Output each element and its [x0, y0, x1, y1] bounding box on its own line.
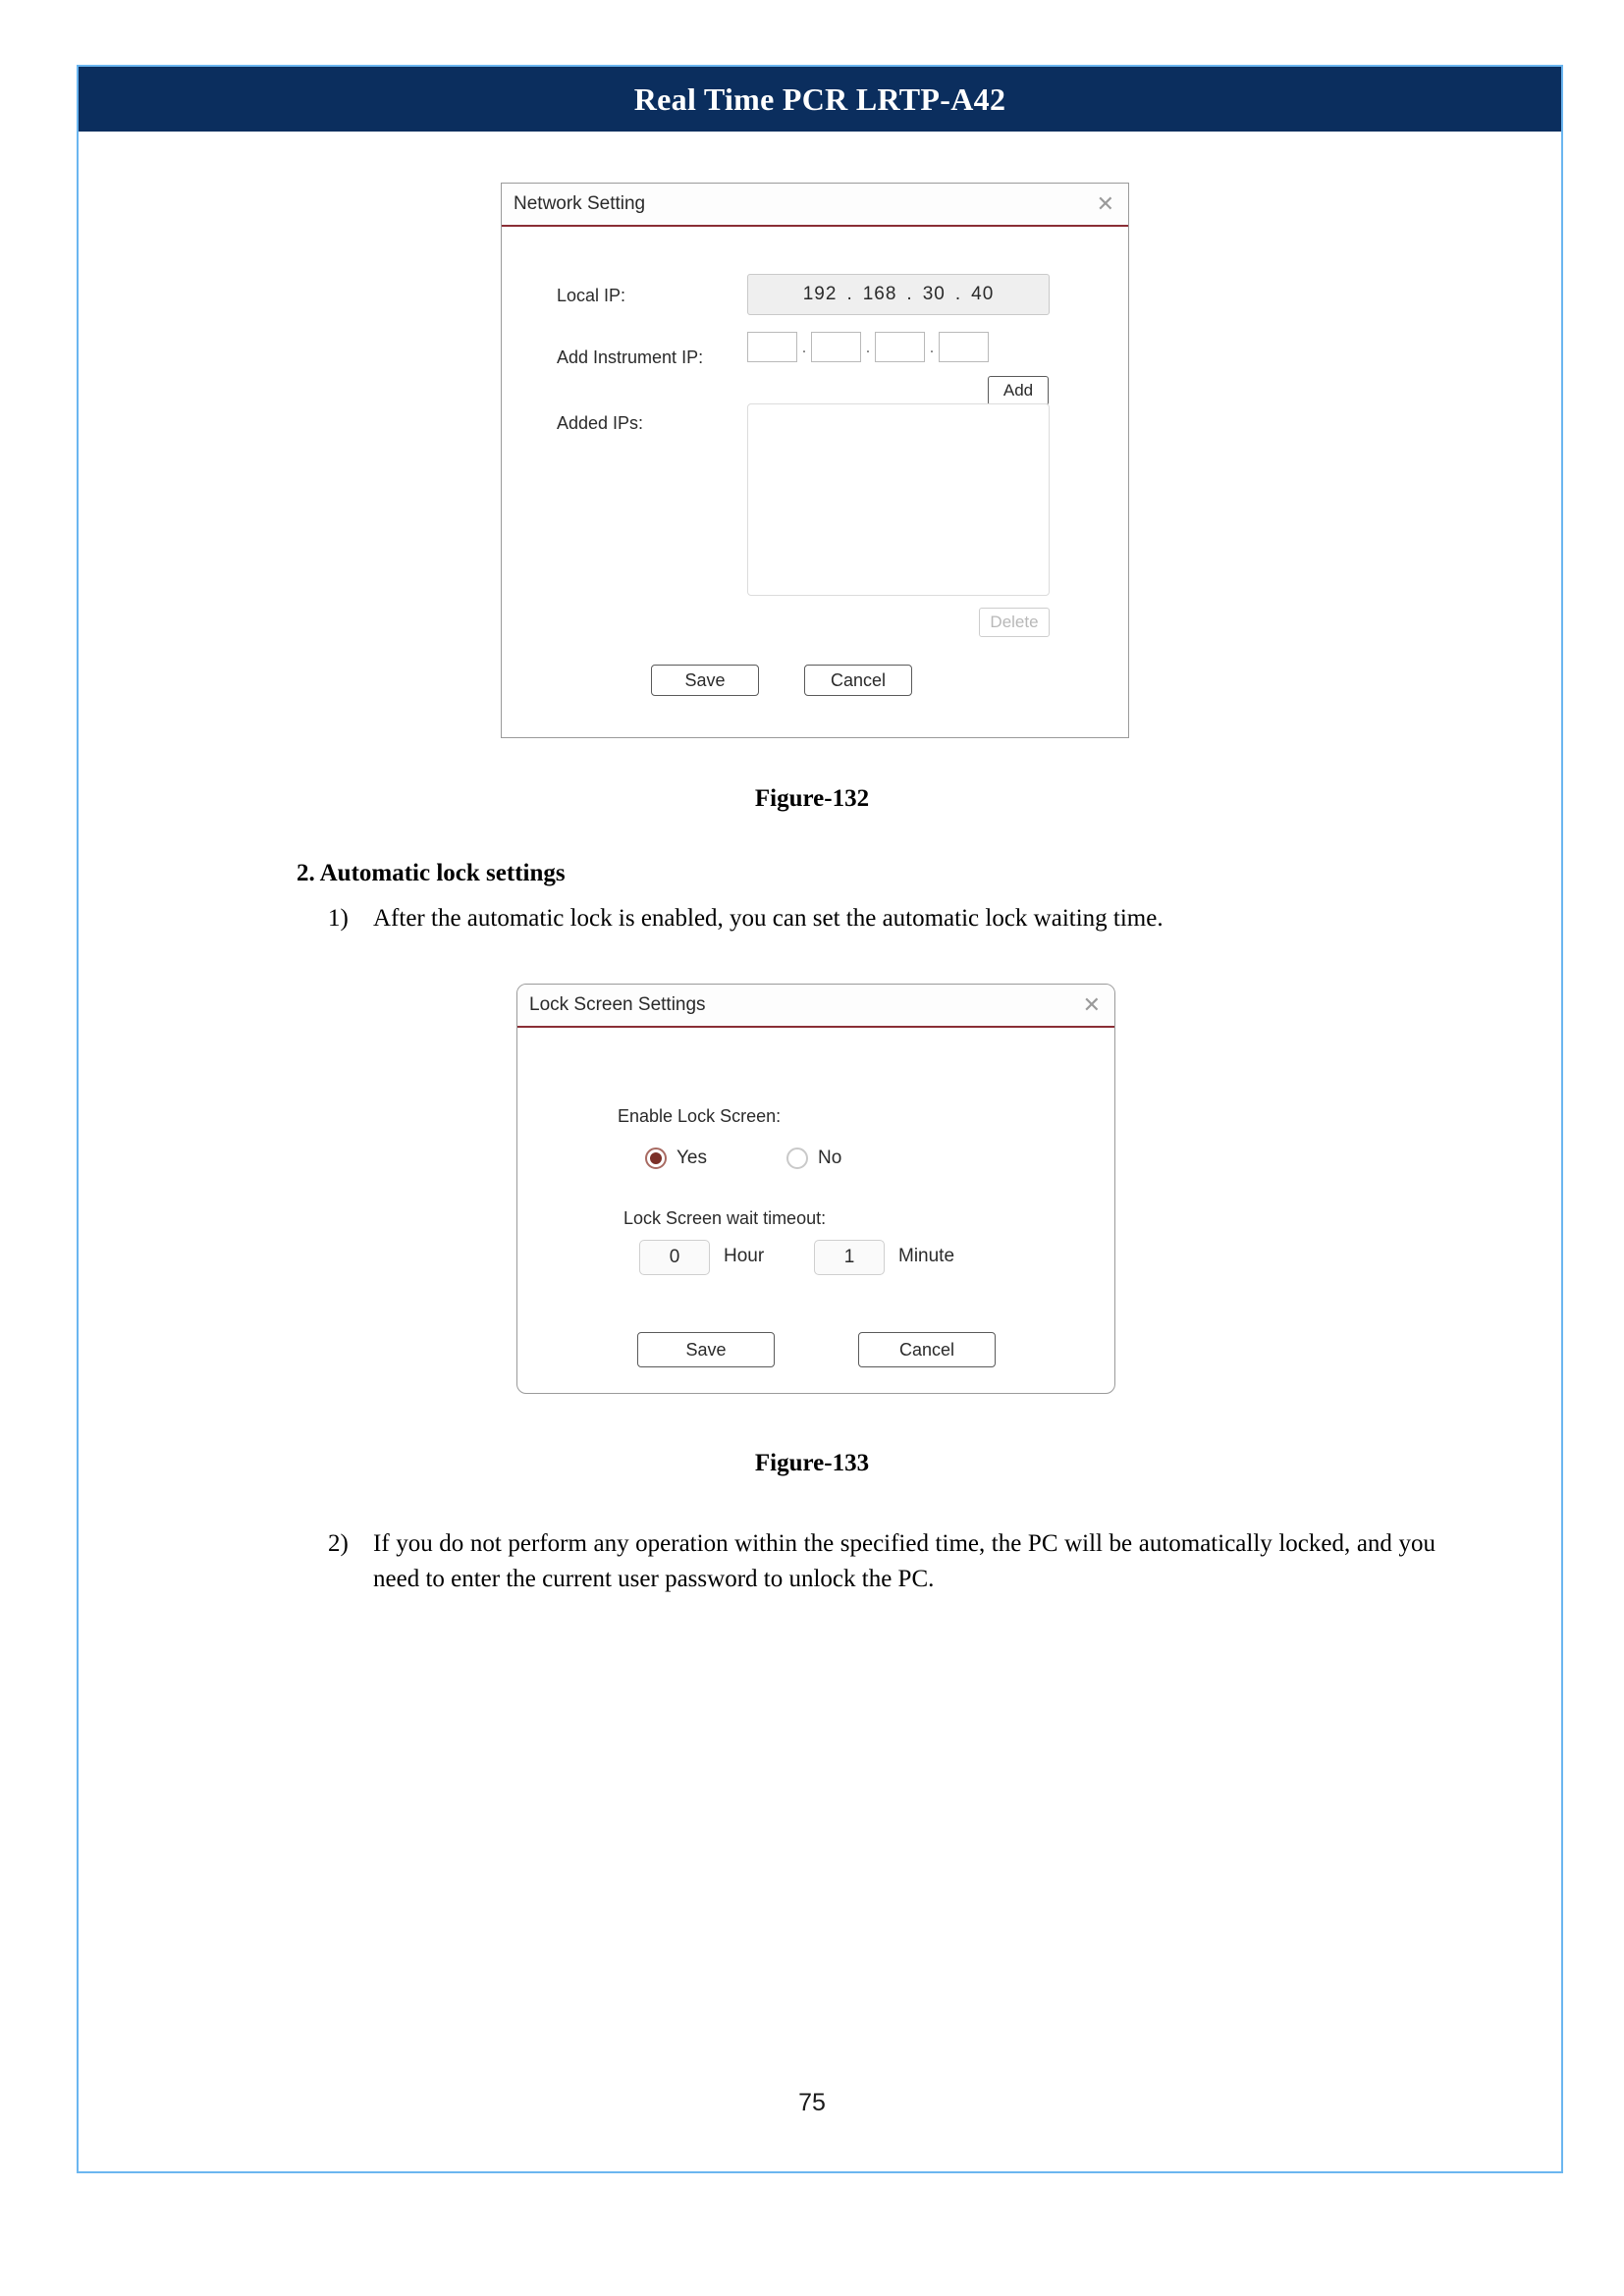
local-ip-octet-1: 192	[802, 284, 838, 304]
add-ip-button[interactable]: Add	[988, 376, 1049, 405]
add-instrument-ip-inputs	[747, 332, 989, 362]
page-title: Real Time PCR LRTP-A42	[633, 80, 1006, 117]
lock-cancel-button[interactable]: Cancel	[858, 1332, 996, 1367]
network-cancel-button[interactable]: Cancel	[804, 665, 912, 696]
delete-ip-button[interactable]: Delete	[979, 608, 1050, 637]
instrument-ip-octet-2-input[interactable]	[811, 332, 861, 362]
network-setting-dialog	[501, 183, 1129, 738]
added-ips-listbox[interactable]	[747, 403, 1050, 596]
radio-lock-screen-yes[interactable]	[645, 1148, 707, 1169]
local-ip-octet-4: 40	[971, 284, 995, 304]
page-header-banner	[79, 67, 1561, 132]
timeout-minute-input[interactable]: 1	[814, 1240, 885, 1275]
list-item-marker: 2)	[328, 1530, 349, 1557]
local-ip-value	[747, 274, 1050, 315]
lock-dialog-titlebar	[517, 985, 1114, 1028]
network-save-button[interactable]: Save	[651, 665, 759, 696]
close-icon[interactable]: ✕	[1096, 191, 1114, 216]
added-ips-label: Added IPs:	[557, 413, 644, 433]
ip-separator: .	[865, 337, 871, 356]
radio-no-label: No	[818, 1148, 842, 1168]
radio-no-indicator	[786, 1148, 808, 1169]
instrument-ip-octet-4-input[interactable]	[939, 332, 989, 362]
lock-screen-timeout-label: Lock Screen wait timeout:	[623, 1208, 827, 1228]
instrument-ip-octet-1-input[interactable]	[747, 332, 797, 362]
ip-separator: .	[954, 284, 962, 304]
figure-132-caption: Figure-132	[754, 785, 870, 812]
page-number: 75	[798, 2089, 826, 2116]
enable-lock-screen-label: Enable Lock Screen:	[618, 1106, 782, 1126]
lock-dialog-title: Lock Screen Settings	[529, 994, 706, 1015]
figure-133-caption: Figure-133	[754, 1450, 870, 1476]
ip-separator: .	[906, 284, 913, 304]
timeout-hour-unit: Hour	[724, 1246, 765, 1266]
list-item	[328, 1526, 1435, 1596]
instrument-ip-octet-3-input[interactable]	[875, 332, 925, 362]
radio-yes-indicator	[645, 1148, 667, 1169]
local-ip-octet-2: 168	[862, 284, 897, 304]
section-heading-automatic-lock: 2. Automatic lock settings	[297, 860, 566, 886]
lock-save-button[interactable]: Save	[637, 1332, 775, 1367]
list-item	[328, 901, 1435, 936]
list-item-text: If you do not perform any operation within the specified time, the PC will be automatically locked, and you need to enter the current user password to unlock the PC.	[373, 1530, 1435, 1592]
timeout-hour-input[interactable]: 0	[639, 1240, 710, 1275]
network-dialog-body	[502, 227, 1128, 737]
ip-separator: .	[929, 337, 935, 356]
lock-screen-settings-dialog	[516, 984, 1115, 1394]
network-dialog-titlebar	[502, 184, 1128, 227]
timeout-minute-unit: Minute	[898, 1246, 955, 1266]
add-instrument-ip-label: Add Instrument IP:	[557, 347, 704, 367]
network-dialog-title: Network Setting	[514, 193, 646, 214]
lock-dialog-body	[517, 1028, 1114, 1393]
radio-yes-label: Yes	[677, 1148, 707, 1168]
local-ip-octet-3: 30	[922, 284, 946, 304]
radio-lock-screen-no[interactable]	[786, 1148, 841, 1169]
radio-yes-dot	[650, 1152, 662, 1164]
ip-separator: .	[846, 284, 853, 304]
close-icon[interactable]: ✕	[1082, 992, 1101, 1017]
list-item-text: After the automatic lock is enabled, you can set the automatic lock waiting time.	[373, 905, 1164, 932]
local-ip-label: Local IP:	[557, 286, 626, 305]
list-item-marker: 1)	[328, 905, 349, 932]
ip-separator: .	[801, 337, 807, 356]
